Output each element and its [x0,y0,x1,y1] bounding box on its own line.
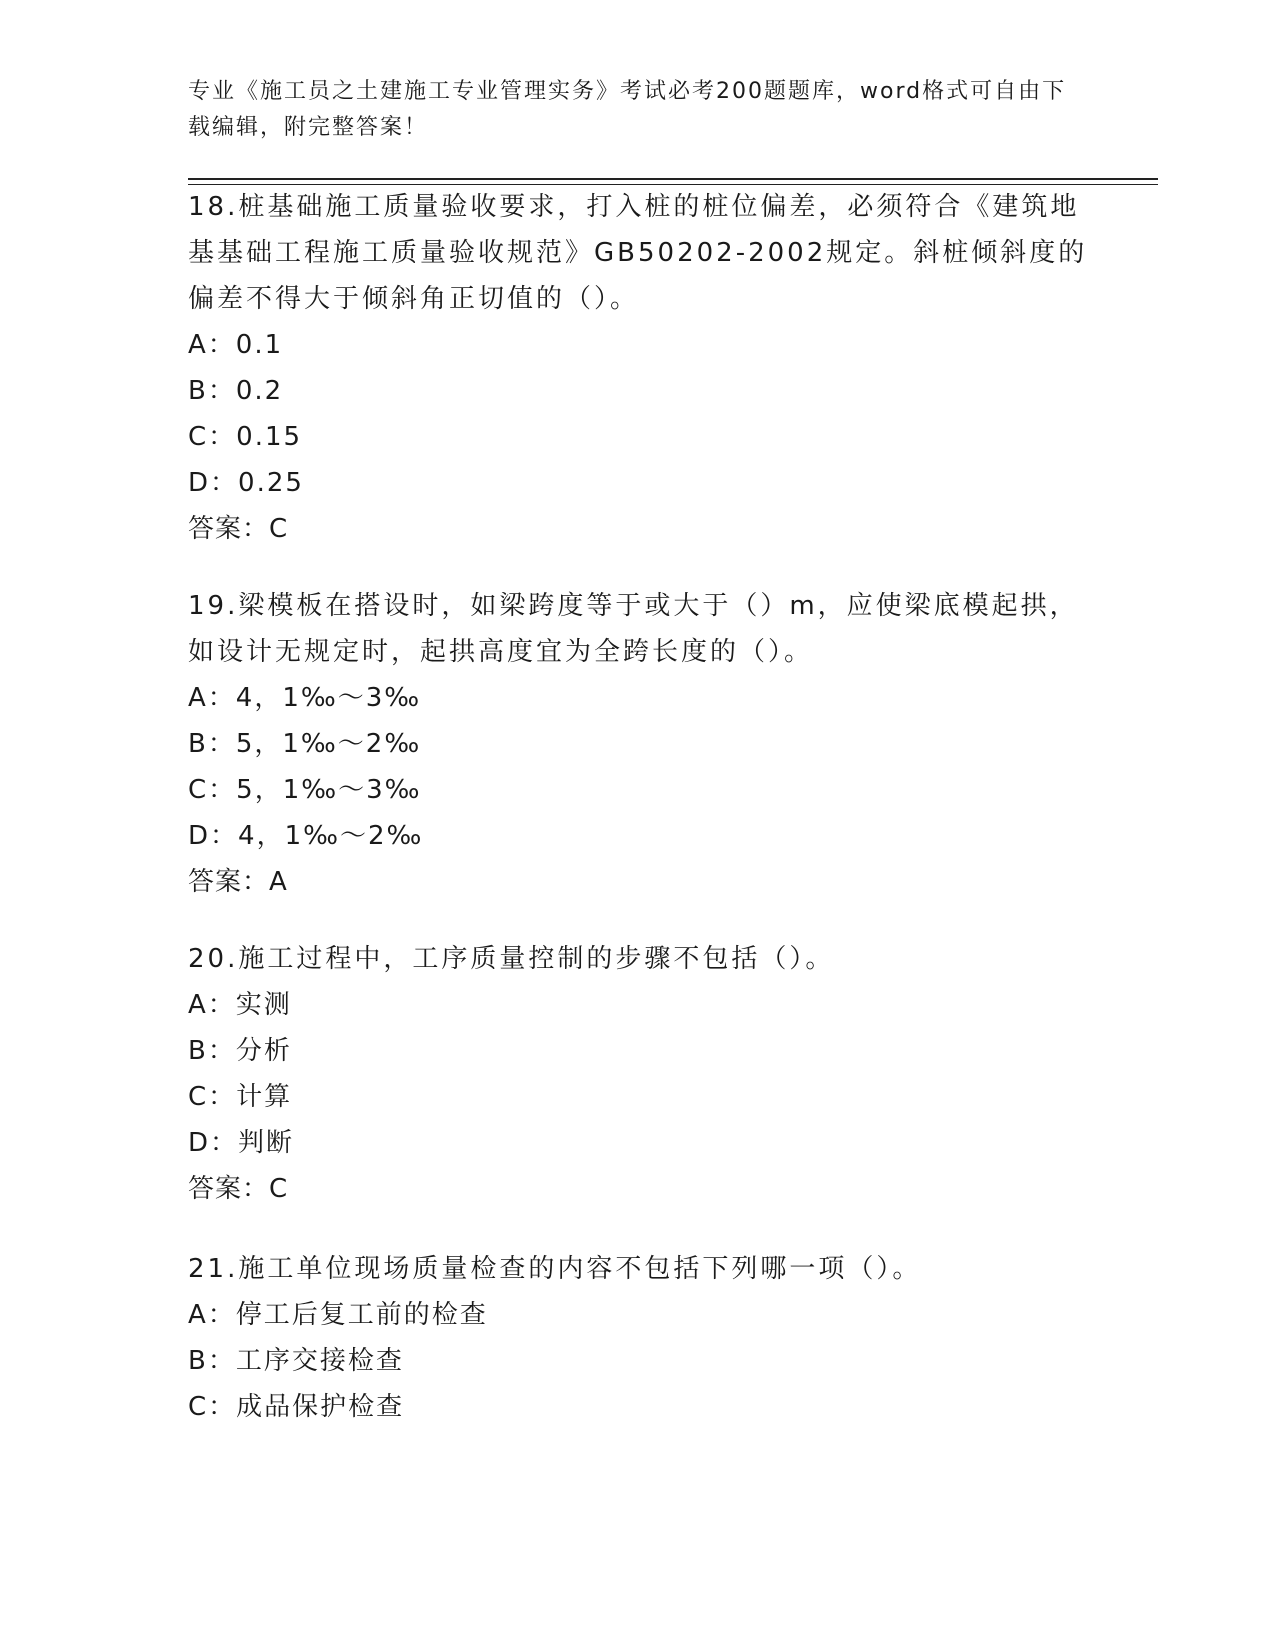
question-stem: 21.施工单位现场质量检查的内容不包括下列哪一项（）。 [188,1254,922,1284]
document-header: 专业《施工员之土建施工专业管理实务》考试必考200题题库，word格式可自由下载编辑，附完整答案！ [188,79,1067,140]
header-rule-thick [188,178,1158,180]
option-c: C：5，1‰～3‰ [188,775,422,805]
option-a: A：停工后复工前的检查 [188,1300,488,1330]
question-stem: 19.梁模板在搭设时，如梁跨度等于或大于（）m，应使梁底模起拱，如设计无规定时，起拱高度宜为全跨长度的（）。 [188,591,1079,667]
question-stem: 18.桩基础施工质量验收要求，打入桩的桩位偏差，必须符合《建筑地基基础工程施工质量验收规范》GB50202-2002规定。斜桩倾斜度的偏差不得大于倾斜角正切值的（）。 [188,192,1088,314]
option-b: B：分析 [188,1036,292,1066]
question-20 [188,936,1088,1212]
answer: 答案：C [188,1174,289,1204]
question-stem: 20.施工过程中，工序质量控制的步骤不包括（）。 [188,944,835,974]
option-a: A：4，1‰～3‰ [188,683,422,713]
answer: 答案：A [188,867,288,897]
option-c: C：成品保护检查 [188,1392,405,1422]
option-c: C：0.15 [188,422,303,452]
option-d: D：4，1‰～2‰ [188,821,424,851]
option-c: C：计算 [188,1082,293,1112]
option-d: D：判断 [188,1128,295,1158]
answer: 答案：C [188,514,289,544]
option-b: B：5，1‰～2‰ [188,729,422,759]
option-a: A：实测 [188,990,292,1020]
question-21 [188,1246,1088,1430]
question-19 [188,583,1088,905]
question-18 [188,184,1088,552]
option-b: B：0.2 [188,376,284,406]
option-a: A：0.1 [188,330,284,360]
option-b: B：工序交接检查 [188,1346,404,1376]
option-d: D：0.25 [188,468,304,498]
